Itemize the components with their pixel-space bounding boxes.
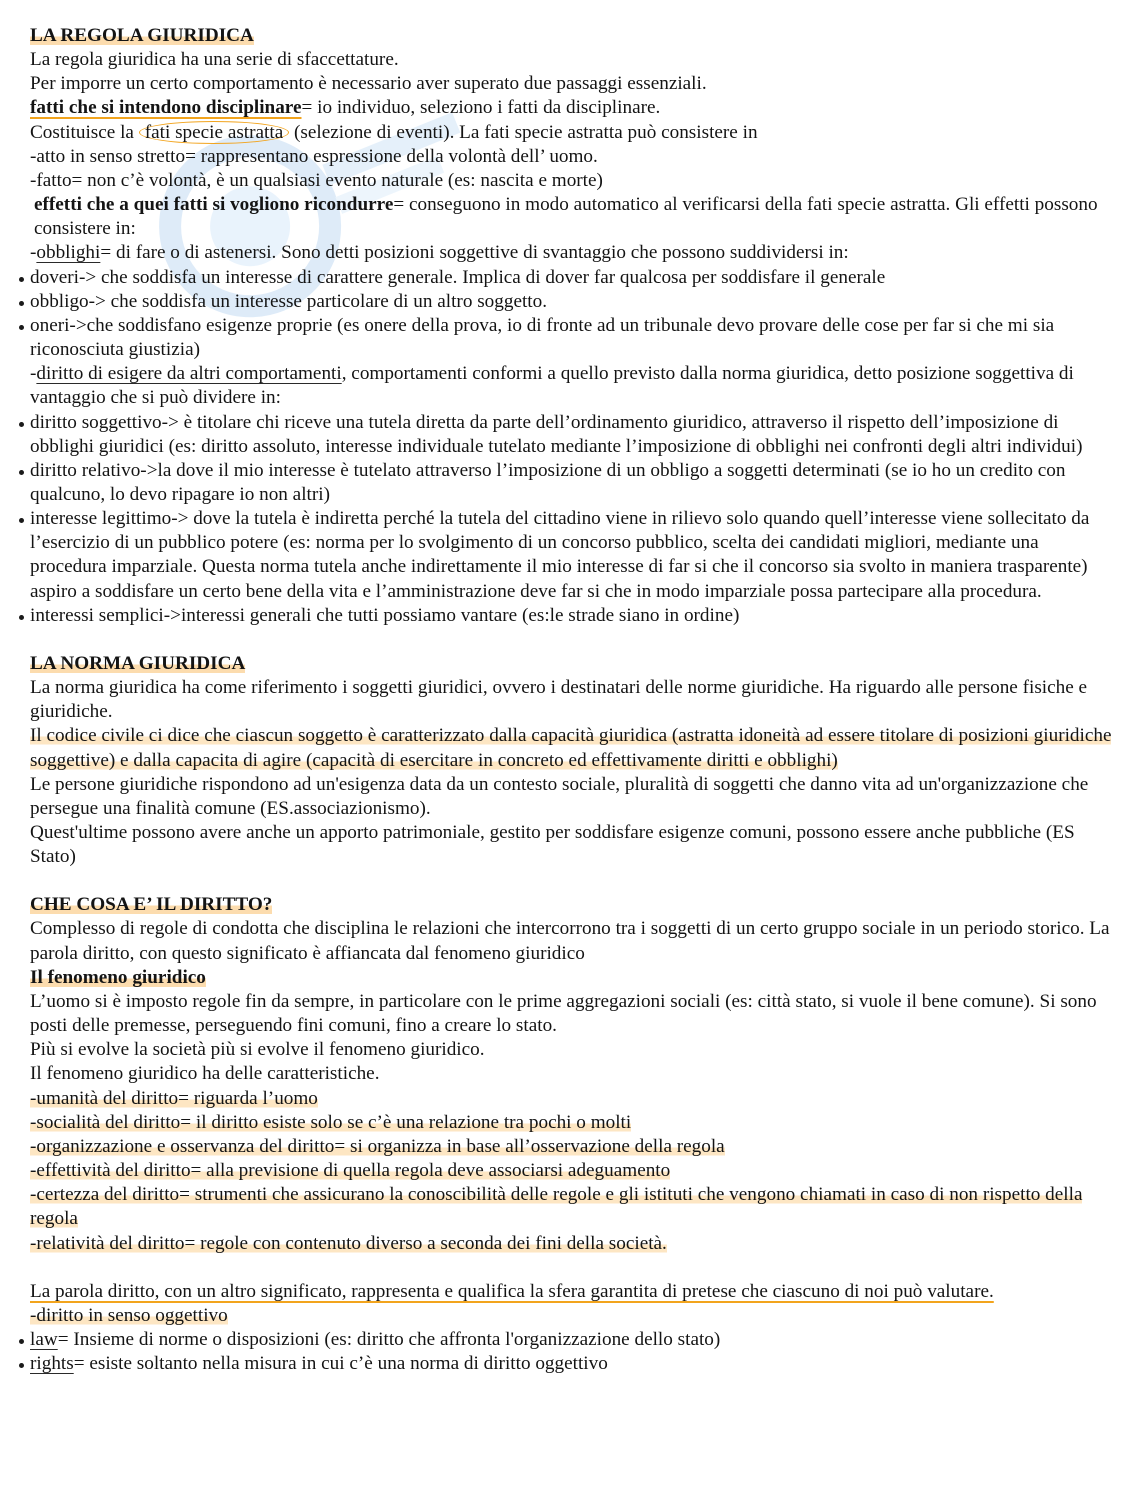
paragraph: -obblighi= di fare o di astenersi. Sono detti posizioni soggettive di svantaggio che possono suddividersi in:: [30, 242, 849, 264]
paragraph: Le persone giuridiche rispondono ad un'esigenza data da un contesto sociale, pluralità di soggetti che danno vita ad un'organizzazione che persegue una finalità comune (ES.associazionismo).: [30, 773, 1089, 819]
list-item: diritto soggettivo-> è titolare chi riceve una tutela diretta da parte dell’ordinamento giuridico, attraverso il rispetto dell’imposizione di obblighi giuridici (es: diritto assoluto, interesse individuale tutelato mediante l’imposizione di obblighi nei confronti degli altri individui): [30, 411, 1120, 459]
list-item-rights: rights= esiste soltanto nella misura in cui c’è una norma di diritto oggettivo: [30, 1352, 1120, 1376]
list-item: obbligo-> che soddisfa un interesse particolare di un altro soggetto.: [30, 290, 1120, 314]
spacer: [30, 628, 1120, 652]
paragraph: -diritto in senso oggettivo: [30, 1304, 228, 1326]
paragraph: L’uomo si è imposto regole fin da sempre, in particolare con le prime aggregazioni sociali (es: città stato, si vuole il bene comune). Si sono posti delle premesse, perseguendo fini comuni, fino a creare lo stato.: [30, 990, 1097, 1037]
document-body: [30, 24, 1120, 1376]
list-item: interessi semplici->interessi generali che tutti possiamo vantare (es:le strade siano in ordine): [30, 604, 1120, 628]
characteristic-item: -socialità del diritto= il diritto esiste solo se c’è una relazione tra pochi o molti: [30, 1111, 632, 1133]
characteristic-item: -organizzazione e osservanza del diritto= si organizza in base all’osservazione della regola: [30, 1135, 725, 1157]
spacer: [30, 1256, 1120, 1280]
list-item-law: law= Insieme di norme o disposizioni (es: diritto che affronta l'organizzazione dello stato): [30, 1328, 1120, 1352]
list-item: oneri->che soddisfano esigenze proprie (es onere della prova, io di fronte ad un tribunale devo provare delle cose per far si che mi sia riconosciuta giustizia): [30, 314, 1120, 362]
characteristic-item: -relatività del diritto= regole con contenuto diverso a seconda dei fini della società.: [30, 1232, 667, 1254]
circled-term: fati specie astratta: [139, 121, 290, 144]
characteristic-item: -umanità del diritto= riguarda l’uomo: [30, 1087, 318, 1109]
section-heading-regola: LA REGOLA GIURIDICA: [30, 25, 254, 46]
paragraph: effetti che a quei fatti si vogliono ricondurre= conseguono in modo automatico al verificarsi della fati specie astratta. Gli effetti possono consistere in:: [34, 194, 1098, 240]
paragraph: Per imporre un certo comportamento è necessario aver superato due passaggi essenziali.: [30, 73, 707, 95]
paragraph: Più si evolve la società più si evolve il fenomeno giuridico.: [30, 1039, 485, 1061]
spacer: [30, 869, 1120, 893]
paragraph: -atto in senso stretto= rappresentano espressione della volontà dell’ uomo.: [30, 145, 598, 167]
paragraph: -diritto di esigere da altri comportamenti, comportamenti conformi a quello previsto dalla norma giuridica, detto posizione soggettiva di vantaggio che si può dividere in:: [30, 363, 1074, 409]
paragraph: Costituisce la fati specie astratta (selezione di eventi). La fati specie astratta può consistere in: [30, 121, 758, 143]
paragraph: Quest'ultime possono avere anche un apporto patrimoniale, gestito per soddisfare esigenze comuni, possono essere anche pubbliche (ES Stato): [30, 822, 1075, 868]
subheading-fenomeno: Il fenomeno giuridico: [30, 966, 206, 988]
paragraph: Il fenomeno giuridico ha delle caratteristiche.: [30, 1063, 380, 1085]
section-heading-diritto: CHE COSA E’ IL DIRITTO?: [30, 894, 273, 916]
paragraph: La norma giuridica ha come riferimento i soggetti giuridici, ovvero i destinatari delle norme giuridiche. Ha riguardo alle persone fisiche e giuridiche.: [30, 677, 1088, 723]
paragraph: La parola diritto, con un altro significato, rappresenta e qualifica la sfera garantita di pretese che ciascuno di noi può valutare.: [30, 1280, 994, 1302]
list-item: diritto relativo->la dove il mio interesse è tutelato attraverso l’imposizione di un obbligo a soggetti determinati (se io ho un credito con qualcuno, lo devo ripagare io non altri): [30, 459, 1120, 507]
list-item: interesse legittimo-> dove la tutela è indiretta perché la tutela del cittadino viene in rilievo solo quando quell’interesse viene sollecitato da l’esercizio di un pubblico potere (es: norma per lo svolgimento di un concorso pubblico, scelta dei candidati migliori, mediante una procedura imparziale. Questa norma tutela anche indirettamente il mio interesse di far si che il concorso sia svolto in maniera trasparente) aspiro a soddisfare un certo bene della vita e l’amministrazione deve far si che in modo imparziale possa partecipare alla procedura.: [30, 507, 1120, 604]
characteristic-item: -effettività del diritto= alla previsione di quella regola deve associarsi adeguamento: [30, 1160, 671, 1182]
paragraph: La regola giuridica ha una serie di sfaccettature.: [30, 49, 399, 71]
characteristic-item: -certezza del diritto= strumenti che assicurano la conoscibilità delle regole e gli istituti che vengono chiamati in caso di non rispetto della regola: [30, 1184, 1083, 1230]
section-heading-norma: LA NORMA GIURIDICA: [30, 652, 246, 674]
paragraph: Complesso di regole di condotta che disciplina le relazioni che intercorrono tra i soggetti di un certo gruppo sociale in un periodo storico. La parola diritto, con questo significato è affiancata dal fenomeno giuridico: [30, 918, 1110, 964]
paragraph: Il codice civile ci dice che ciascun soggetto è caratterizzato dalla capacità giuridica (astratta idoneità ad essere titolare di posizioni giuridiche soggettive) e dalla capacita di agire (capacità di esercitare in concreto ed effettivamente diritti e obblighi): [30, 725, 1112, 771]
list-item: doveri-> che soddisfa un interesse di carattere generale. Implica di dover far qualcosa per soddisfare il generale: [30, 266, 1120, 290]
paragraph: -fatto= non c’è volontà, è un qualsiasi evento naturale (es: nascita e morte): [30, 169, 603, 191]
paragraph: fatti che si intendono disciplinare= io individuo, seleziono i fatti da disciplinare.: [30, 97, 661, 119]
